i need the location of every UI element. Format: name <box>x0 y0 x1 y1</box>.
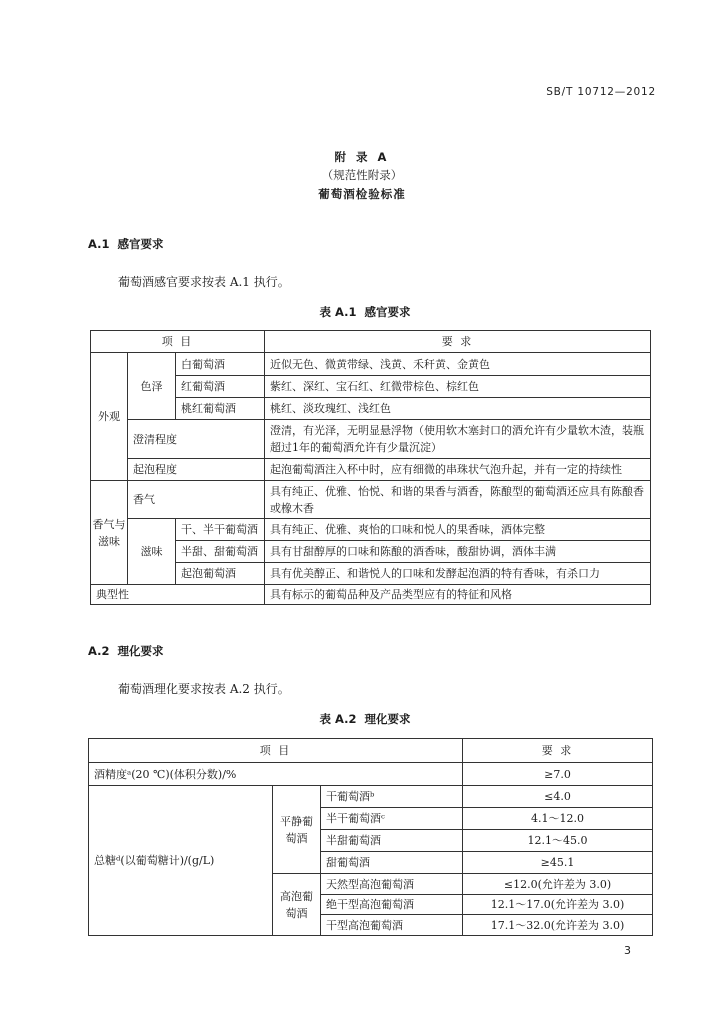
table-row <box>91 353 651 376</box>
group-appearance-label: 外观 <box>98 410 120 423</box>
row-label: 半甜、甜葡萄酒 <box>176 541 265 563</box>
table-row <box>91 481 651 519</box>
row-label: 半甜葡萄酒 <box>321 830 463 852</box>
row-requirement: 具有优美醇正、和谐悦人的口味和发酵起泡酒的特有香味，有杀口力 <box>265 563 651 585</box>
row-requirement: 紫红、深红、宝石红、红微带棕色、棕红色 <box>265 376 651 398</box>
row-requirement: 起泡葡萄酒注入杯中时，应有细微的串珠状气泡升起，并有一定的持续性 <box>265 459 651 481</box>
standard-code: SB/T 10712—2012 <box>546 86 656 98</box>
subgroup-still-wine: 平静葡萄酒 <box>273 786 321 874</box>
table-header-row <box>89 739 653 763</box>
row-label: 白葡萄酒 <box>176 353 265 376</box>
row-label: 半干葡萄酒ᶜ <box>321 808 463 830</box>
row-requirement: 具有甘甜醇厚的口味和陈酿的酒香味，酸甜协调，酒体丰满 <box>265 541 651 563</box>
row-label: 桃红葡萄酒 <box>176 398 265 420</box>
table-row <box>91 459 651 481</box>
row-requirement: 桃红、淡玫瑰红、浅红色 <box>265 398 651 420</box>
row-label-alcohol: 酒精度ᵃ(20 ℃)(体积分数)/% <box>89 763 463 786</box>
appendix-label: 附 录 A <box>334 150 390 164</box>
row-label: 干、半干葡萄酒 <box>176 519 265 541</box>
row-label: 甜葡萄酒 <box>321 852 463 874</box>
table-row <box>91 420 651 459</box>
row-requirement: 17.1～32.0(允许差为 3.0) <box>463 915 653 936</box>
row-label: 起泡程度 <box>128 459 265 481</box>
page-number: 3 <box>624 944 631 957</box>
row-label: 绝干型高泡葡萄酒 <box>321 895 463 915</box>
subgroup-color: 色泽 <box>128 353 176 420</box>
subgroup-sparkling-wine: 高泡葡萄酒 <box>273 874 321 936</box>
row-label: 澄清程度 <box>128 420 265 459</box>
row-requirement-alcohol: ≥7.0 <box>463 763 653 786</box>
table-header-row <box>91 331 651 353</box>
row-label: 起泡葡萄酒 <box>176 563 265 585</box>
row-requirement: ≥45.1 <box>463 852 653 874</box>
column-header-requirement: 要 求 <box>463 739 653 763</box>
row-requirement: 具有标示的葡萄品种及产品类型应有的特征和风格 <box>265 585 651 605</box>
row-requirement: 12.1～45.0 <box>463 830 653 852</box>
table-row <box>89 786 653 808</box>
row-label: 典型性 <box>91 585 265 605</box>
row-requirement: 具有纯正、优雅、爽怡的口味和悦人的果香味，酒体完整 <box>265 519 651 541</box>
column-header-item: 项 目 <box>91 331 265 353</box>
table-row <box>89 763 653 786</box>
group-aroma-taste <box>91 481 128 585</box>
row-requirement: 澄清，有光泽，无明显悬浮物（使用软木塞封口的酒允许有少量软木渣，装瓶超过1年的葡萄酒允许有少量沉淀） <box>265 420 651 459</box>
column-header-item: 项 目 <box>89 739 463 763</box>
table-row <box>91 585 651 605</box>
section-intro-a2: 葡萄酒理化要求按表 A.2 执行。 <box>118 682 290 696</box>
row-label: 干葡萄酒ᵇ <box>321 786 463 808</box>
row-label: 干型高泡葡萄酒 <box>321 915 463 936</box>
physicochemical-requirements-table <box>88 738 653 936</box>
table-row <box>91 519 651 541</box>
column-header-requirement: 要 求 <box>265 331 651 353</box>
group-aroma-taste-label: 香气与滋味 <box>92 517 126 548</box>
row-label-total-sugar: 总糖ᵈ(以葡萄糖计)/(g/L) <box>89 786 273 936</box>
section-intro-a1: 葡萄酒感官要求按表 A.1 执行。 <box>118 275 290 289</box>
row-requirement: 4.1～12.0 <box>463 808 653 830</box>
section-heading-a1: A.1 感官要求 <box>88 237 164 251</box>
row-label: 红葡萄酒 <box>176 376 265 398</box>
table-caption-a1: 表 A.1 感官要求 <box>319 305 411 319</box>
table-caption-a2: 表 A.2 理化要求 <box>319 712 411 726</box>
row-label: 天然型高泡葡萄酒 <box>321 874 463 895</box>
sensory-requirements-table <box>90 330 651 605</box>
row-label: 香气 <box>128 481 265 519</box>
subgroup-taste: 滋味 <box>128 519 176 585</box>
appendix-title: 葡萄酒检验标准 <box>318 187 406 201</box>
group-appearance <box>91 353 128 481</box>
row-requirement: 近似无色、微黄带绿、浅黄、禾秆黄、金黄色 <box>265 353 651 376</box>
appendix-type: （规范性附录） <box>321 168 403 182</box>
row-requirement: 具有纯正、优雅、怡悦、和谐的果香与酒香，陈酿型的葡萄酒还应具有陈酿香或橡木香 <box>265 481 651 519</box>
row-requirement: 12.1～17.0(允许差为 3.0) <box>463 895 653 915</box>
row-requirement: ≤12.0(允许差为 3.0) <box>463 874 653 895</box>
row-requirement: ≤4.0 <box>463 786 653 808</box>
section-heading-a2: A.2 理化要求 <box>88 644 164 658</box>
